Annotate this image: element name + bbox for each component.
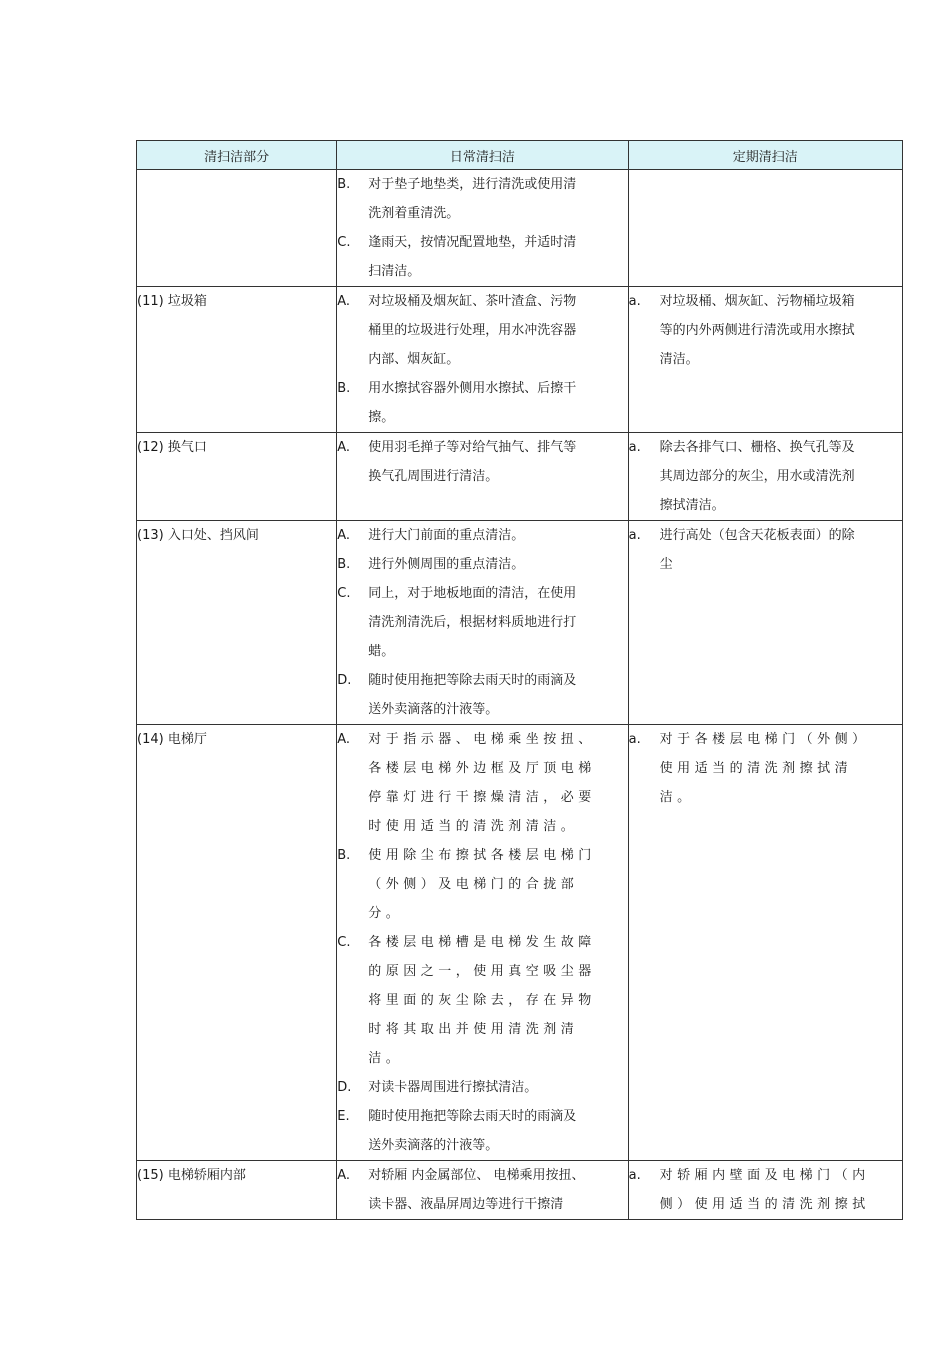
- table-row: [137, 1161, 903, 1220]
- item-text: 对轿厢 内金属部位、 电梯乘用按扭、读卡器、液晶屏周边等进行干擦清: [368, 1168, 585, 1212]
- item-label: D.: [337, 1080, 352, 1095]
- list-item: [337, 666, 584, 724]
- list-item: [337, 1161, 593, 1219]
- daily-cell: [337, 433, 628, 521]
- item-label: a.: [628, 294, 641, 309]
- list-item: [337, 374, 584, 432]
- item-label: C.: [337, 935, 351, 950]
- list-item: [337, 170, 584, 228]
- item-label: a.: [628, 440, 641, 455]
- area-cell: (11) 垃圾箱: [137, 287, 337, 433]
- item-text: 对垃圾桶及烟灰缸、茶叶渣盒、污物桶里的垃圾进行处理，用水冲洗容器内部、烟灰缸。: [368, 294, 577, 367]
- item-text: 对读卡器周围进行擦拭清洁。: [368, 1080, 538, 1095]
- item-text: 逢雨天，按情况配置地垫，并适时清扫清洁。: [368, 235, 577, 279]
- header-daily: 日常清扫洁: [337, 141, 628, 170]
- table-header-row: [137, 141, 903, 170]
- periodic-cell: [628, 725, 902, 1161]
- table-row: [137, 170, 903, 287]
- list-item: [629, 433, 859, 520]
- area-cell: (14) 电梯厅: [137, 725, 337, 1161]
- table-row: [137, 287, 903, 433]
- item-label: A.: [337, 440, 351, 455]
- list-item: [337, 287, 584, 374]
- item-text: 除去各排气口、栅格、换气孔等及其周边部分的灰尘，用水或清洗剂擦拭清洁。: [659, 440, 855, 513]
- list-item: [629, 521, 859, 579]
- list-item: [337, 579, 584, 666]
- item-label: A.: [337, 294, 351, 309]
- item-label: C.: [337, 235, 351, 250]
- item-label: A.: [337, 1168, 351, 1183]
- list-item: [337, 725, 609, 841]
- periodic-cell: [628, 287, 902, 433]
- item-text: 使用羽毛掸子等对给气抽气、排气等换气孔周围进行清洁。: [368, 440, 577, 484]
- periodic-cell: [628, 170, 902, 287]
- item-text: 对于指示器、电梯乘坐按扭、各楼层电梯外边框及厅顶电梯停靠灯进行干擦燥清洁，必要时使用适当的清洗剂清洁。: [368, 732, 596, 834]
- item-label: D.: [337, 673, 352, 688]
- daily-cell: [337, 287, 628, 433]
- header-area: 清扫洁部分: [137, 141, 337, 170]
- daily-cell: [337, 170, 628, 287]
- item-text: 用水擦拭容器外侧用水擦拭、后擦干擦。: [368, 381, 577, 425]
- list-item: [337, 433, 584, 491]
- list-item: [337, 521, 584, 550]
- item-text: 随时使用拖把等除去雨天时的雨滴及送外卖滴落的汁液等。: [368, 1109, 577, 1153]
- item-label: B.: [337, 177, 351, 192]
- list-item: [337, 928, 609, 1073]
- item-label: B.: [337, 557, 351, 572]
- item-text: 对垃圾桶、烟灰缸、污物桶垃圾箱等的内外两侧进行清洗或用水擦拭清洁。: [659, 294, 855, 367]
- item-text: 各楼层电梯槽是电梯发生故障的原因之一，使用真空吸尘器将里面的灰尘除去，存在异物时将其取出并使用清洗剂清洁。: [368, 935, 596, 1066]
- list-item: [337, 550, 584, 579]
- list-item: [337, 1073, 584, 1102]
- cleaning-schedule-table: [136, 140, 903, 1220]
- header-periodic: 定期清扫洁: [628, 141, 902, 170]
- table-row: [137, 725, 903, 1161]
- item-label: A.: [337, 528, 351, 543]
- item-label: a.: [628, 528, 641, 543]
- list-item: [337, 841, 609, 928]
- item-label: a.: [628, 1168, 641, 1183]
- list-item: [629, 1161, 885, 1219]
- periodic-cell: [628, 433, 902, 521]
- item-text: 进行外侧周围的重点清洁。: [368, 557, 525, 572]
- item-label: B.: [337, 848, 351, 863]
- list-item: [337, 228, 584, 286]
- item-text: 对于垫子地垫类，进行清洗或使用清洗剂着重清洗。: [368, 177, 577, 221]
- periodic-cell: [628, 1161, 902, 1220]
- area-cell: (15) 电梯轿厢内部: [137, 1161, 337, 1220]
- item-label: B.: [337, 381, 351, 396]
- item-label: A.: [337, 732, 351, 747]
- item-text: 对轿厢内壁面及电梯门（内侧）使用适当的清洗剂擦拭: [659, 1168, 870, 1212]
- item-text: 进行高处（包含天花板表面）的除尘: [659, 528, 855, 572]
- item-text: 使用除尘布擦拭各楼层电梯门（外侧）及电梯门的合拢部分。: [368, 848, 596, 921]
- daily-cell: [337, 725, 628, 1161]
- area-cell: (13) 入口处、挡风间: [137, 521, 337, 725]
- item-text: 进行大门前面的重点清洁。: [368, 528, 525, 543]
- item-label: a.: [628, 732, 641, 747]
- list-item: [629, 287, 859, 374]
- area-cell: [137, 170, 337, 287]
- list-item: [337, 1102, 584, 1160]
- table-row: [137, 521, 903, 725]
- item-text: 对于各楼层电梯门（外侧）使用适当的清洗剂擦拭清洁。: [659, 732, 870, 805]
- item-label: E.: [337, 1109, 350, 1124]
- item-text: 同上，对于地板地面的清洁，在使用清洗剂清洗后，根据材料质地进行打蜡。: [368, 586, 577, 659]
- list-item: [629, 725, 885, 812]
- table-row: [137, 433, 903, 521]
- daily-cell: [337, 521, 628, 725]
- periodic-cell: [628, 521, 902, 725]
- daily-cell: [337, 1161, 628, 1220]
- item-text: 随时使用拖把等除去雨天时的雨滴及送外卖滴落的汁液等。: [368, 673, 577, 717]
- area-cell: (12) 换气口: [137, 433, 337, 521]
- item-label: C.: [337, 586, 351, 601]
